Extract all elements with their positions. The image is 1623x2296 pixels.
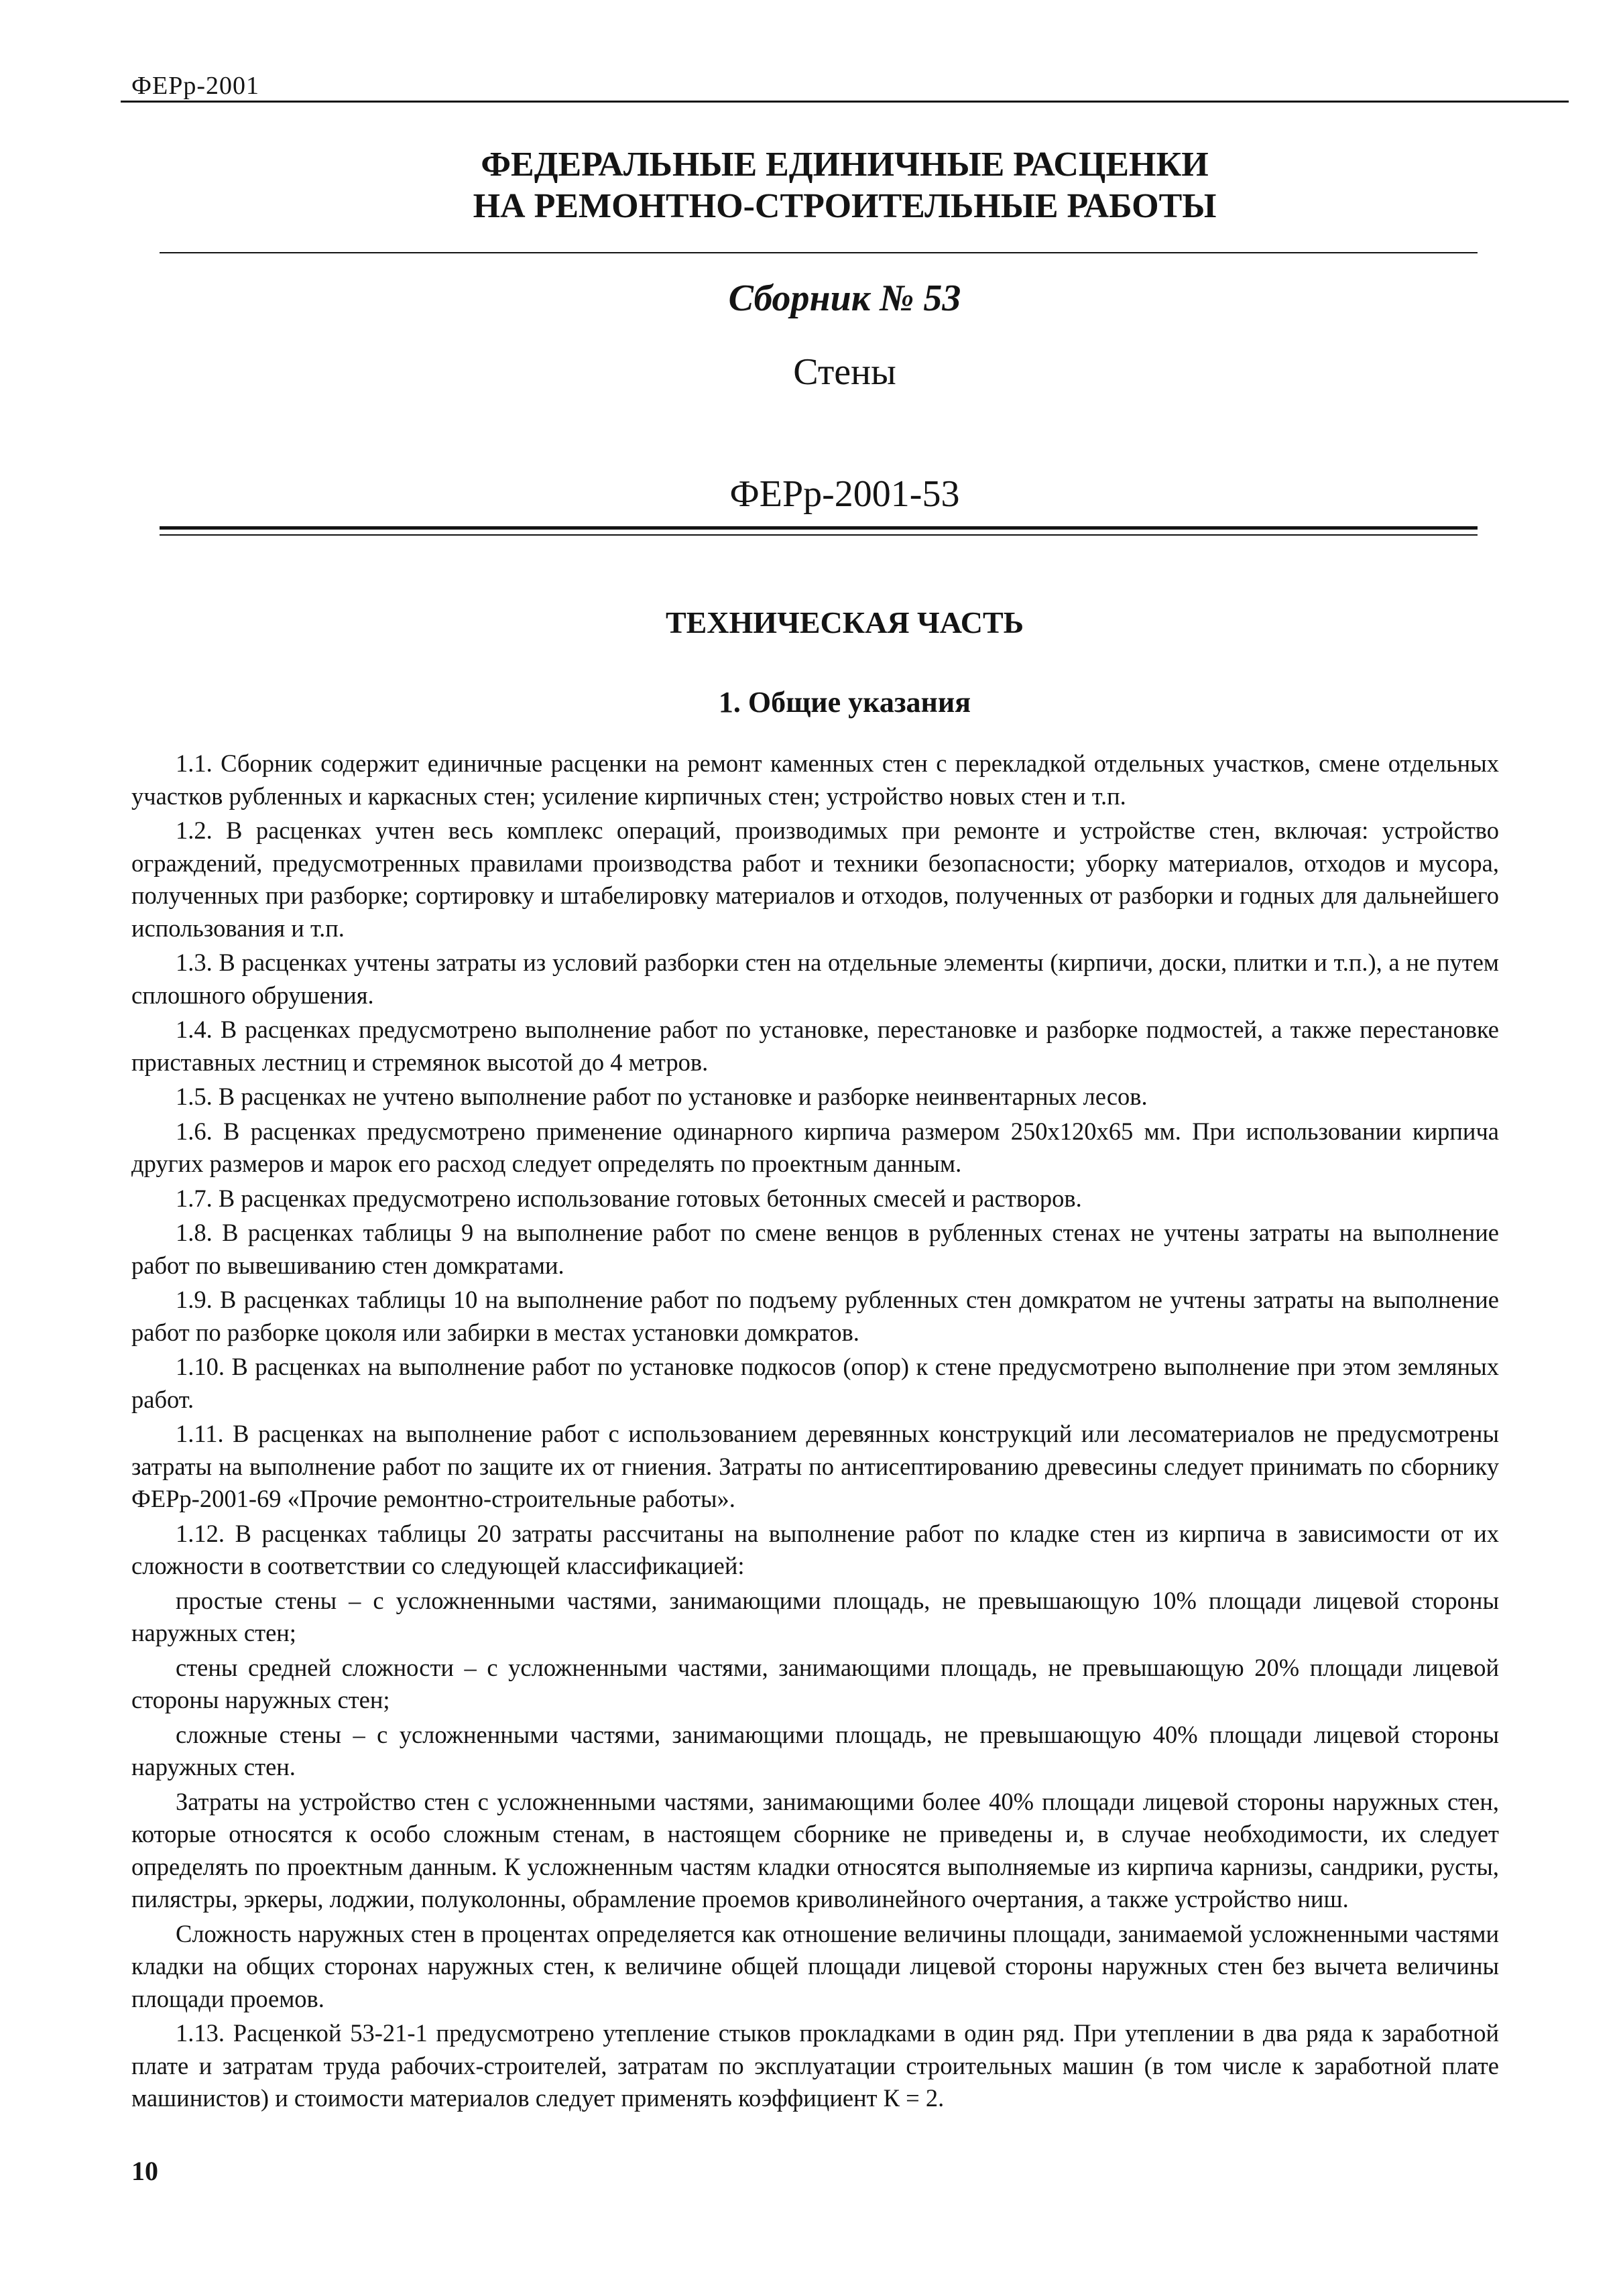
collection-label: Сборник № 53 [728,278,961,319]
paragraph: 1.12. В расценках таблицы 20 затраты рассчитаны на выполнение работ по кладке стен из кирпича в зависимости от их сложности в соответствии со следующей классификацией: [131,1519,1499,1579]
paragraph: 1.10. В расценках на выполнение работ по установке подкосов (опор) к стене предусмотрено выполнение при этом земляных работ. [131,1353,1499,1413]
paragraph: 1.4. В расценках предусмотрено выполнение работ по установке, перестановке и разборке подмостей, а также перестановке приставных лестниц и стремянок высотой до 4 метров. [131,1016,1499,1076]
paragraph: Сложность наружных стен в процентах определяется как отношение величины площади, занимаемой усложненными частями кладки на общих сторонах наружных стен, к величине общей площади лицевой стороны наружных стен без вычета величины площади проемов. [131,1919,1499,2012]
collection-code: ФЕРр-2001-53 [729,473,960,515]
paragraph: 1.2. В расценках учтен весь комплекс операций, производимых при ремонте и устройстве стен, включая: устройство ограждений, предусмотренных правилами производства работ и техники безопасности; уборку материалов, отходов и мусора, полученных при разборке; сортировку и штабелировку материалов и отходов, полученных от разборки и годных для дальнейшего использования и т.п. [131,817,1499,942]
paragraph: 1.6. В расценках предусмотрено применение одинарного кирпича размером 250x120x65 мм. При использовании кирпича других размеров и марок его расход следует определять по проектным данным. [131,1117,1499,1177]
main-title-line-2: НА РЕМОНТНО-СТРОИТЕЛЬНЫЕ РАБОТЫ [473,187,1217,225]
main-title-line-1: ФЕДЕРАЛЬНЫЕ ЕДИНИЧНЫЕ РАСЦЕНКИ [481,145,1209,184]
page-number: 10 [131,2156,158,2186]
body-text [131,747,1499,2117]
paragraph: 1.7. В расценках предусмотрено использование готовых бетонных смесей и растворов. [176,1184,1082,1212]
code-divider-thin [160,534,1478,536]
paragraph: стены средней сложности – с усложненными частями, занимающими площадь, не превышающую 20% площади лицевой стороны наружных стен; [131,1653,1499,1713]
running-header: ФЕРр-2001 [131,72,260,100]
title-divider [160,252,1478,253]
main-title [121,144,1569,227]
technical-part-title: ТЕХНИЧЕСКАЯ ЧАСТЬ [665,605,1024,640]
paragraph: 1.5. В расценках не учтено выполнение работ по установке и разборке неинвентарных лесов. [176,1083,1148,1110]
paragraph: 1.11. В расценках на выполнение работ с использованием деревянных конструкций или лесоматериалов не предусмотрены затраты на выполнение работ по защите их от гниения. Затраты по антисептированию древесины следует принимать по сборнику ФЕРр-2001-69 «Прочие ремонтно-строительные работы». [131,1420,1499,1512]
paragraph: простые стены – с усложненными частями, занимающими площадь, не превышающую 10% площади лицевой стороны наружных стен; [131,1586,1499,1646]
section-name: Стены [793,351,896,393]
paragraph: 1.13. Расценкой 53-21-1 предусмотрено утепление стыков прокладками в один ряд. При утеплении в два ряда к заработной плате и затратам труда рабочих-строителей, затратам по эксплуатации строительных машин (в том числе к заработной плате машинистов) и стоимости материалов следует применять коэффициент К = 2. [131,2019,1499,2112]
paragraph: сложные стены – с усложненными частями, занимающими площадь, не превышающую 40% площади лицевой стороны наружных стен. [131,1720,1499,1780]
subsection-title: 1. Общие указания [718,686,971,719]
code-divider-thick [160,526,1478,530]
header-rule [121,101,1569,103]
paragraph: 1.9. В расценках таблицы 10 на выполнение работ по подъему рубленных стен домкратом не учтены затраты на выполнение работ по разборке цоколя или забирки в местах установки домкратов. [131,1286,1499,1346]
paragraph: Затраты на устройство стен с усложненными частями, занимающими более 40% площади лицевой стороны наружных стен, которые относятся к особо сложным стенам, в настоящем сборнике не приведены и, в случае необходимости, их следует определять по проектным данным. К усложненным частям кладки относятся выполняемые из кирпича карнизы, сандрики, русты, пилястры, эркеры, лоджии, полуколонны, обрамление проемов криволинейного очертания, а также устройство ниш. [131,1787,1499,1913]
paragraph: 1.3. В расценках учтены затраты из условий разборки стен на отдельные элементы (кирпичи, доски, плитки и т.п.), а не путем сплошного обрушения. [131,949,1499,1009]
paragraph: 1.8. В расценках таблицы 9 на выполнение работ по смене венцов в рубленных стенах не учтены затраты на выполнение работ по вывешиванию стен домкратами. [131,1219,1499,1279]
paragraph: 1.1. Сборник содержит единичные расценки на ремонт каменных стен с перекладкой отдельных участков, смене отдельных участков рубленных и каркасных стен; усиление кирпичных стен; устройство новых стен и т.п. [131,749,1499,810]
